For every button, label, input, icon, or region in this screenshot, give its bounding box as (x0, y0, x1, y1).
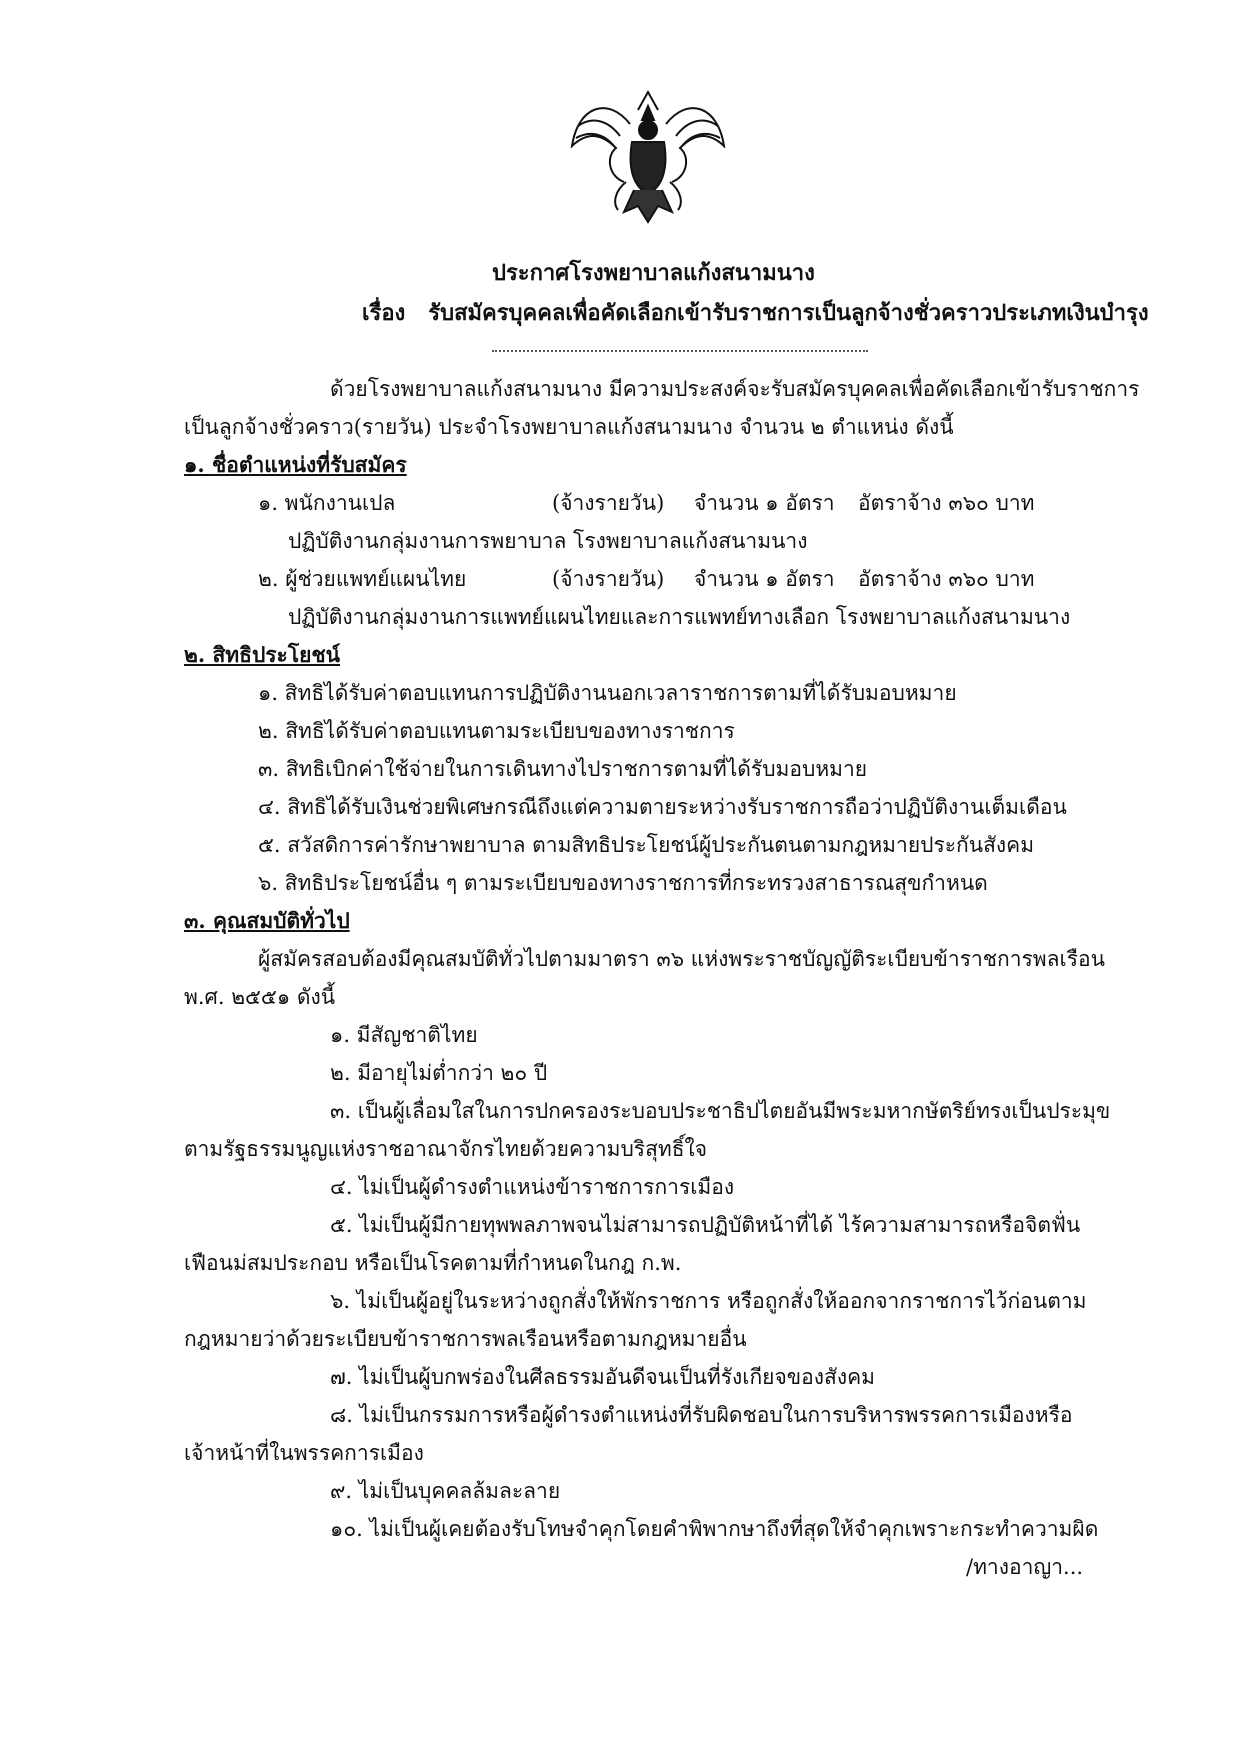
position-name: ๒. ผู้ช่วยแพทย์แผนไทย (258, 567, 467, 591)
qualification-item-cont: ตามรัฐธรรมนูญแห่งราชอาณาจักรไทยด้วยความบริสุทธิ์ใจ (184, 1137, 708, 1161)
position-name: ๑. พนักงานเปล (258, 491, 396, 515)
qualification-item: ๕. ไม่เป็นผู้มีกายทุพพลภาพจนไม่สามารถปฏิบัติหน้าที่ได้ ไร้ความสามารถหรือจิตฟั่น (330, 1213, 1081, 1237)
position-row (258, 564, 1078, 594)
page-title: ประกาศโรงพยาบาลแก้งสนามนาง (492, 260, 815, 286)
section-2-heading: ๒. สิทธิประโยชน์ (184, 642, 341, 667)
position-count: จำนวน ๑ อัตรา (694, 491, 835, 515)
qualification-item: ๔. ไม่เป็นผู้ดำรงตำแหน่งข้าราชการการเมือง (330, 1175, 735, 1199)
section-3-heading: ๓. คุณสมบัติทั่วไป (184, 908, 350, 933)
position-type: (จ้างรายวัน) (552, 491, 665, 515)
qualification-item: ๙. ไม่เป็นบุคคลล้มละลาย (330, 1479, 561, 1503)
subject-label: เรื่อง (362, 300, 406, 326)
divider-dotted (492, 350, 868, 352)
qualification-item-cont: เจ้าหน้าที่ในพรรคการเมือง (184, 1441, 424, 1465)
qualification-item: ๑๐. ไม่เป็นผู้เคยต้องรับโทษจำคุกโดยคำพิพากษาถึงที่สุดให้จำคุกเพราะกระทำความผิด (330, 1517, 1099, 1541)
benefit-item: ๔. สิทธิได้รับเงินช่วยพิเศษกรณีถึงแต่ความตายระหว่างรับราชการถือว่าปฏิบัติงานเต็มเดือน (258, 795, 1067, 819)
position-detail: ปฏิบัติงานกลุ่มงานการแพทย์แผนไทยและการแพทย์ทางเลือก โรงพยาบาลแก้งสนามนาง (288, 605, 1071, 629)
qualification-intro: ผู้สมัครสอบต้องมีคุณสมบัติทั่วไปตามมาตรา ๓๖ แห่งพระราชบัญญัติระเบียบข้าราชการพลเรือน (258, 947, 1105, 971)
benefit-item: ๓. สิทธิเบิกค่าใช้จ่ายในการเดินทางไปราชการตามที่ได้รับมอบหมาย (258, 757, 868, 781)
intro-line-2: เป็นลูกจ้างชั่วคราว(รายวัน) ประจำโรงพยาบาลแก้งสนามนาง จำนวน ๒ ตำแหน่ง ดังนี้ (184, 415, 954, 439)
garuda-emblem-icon (568, 86, 728, 226)
qualification-intro-cont: พ.ศ. ๒๕๕๑ ดังนี้ (184, 985, 336, 1009)
qualification-item: ๗. ไม่เป็นผู้บกพร่องในศีลธรรมอันดีจนเป็นที่รังเกียจของสังคม (330, 1365, 875, 1389)
subject-line (362, 298, 1149, 328)
qualification-item: ๒. มีอายุไม่ต่ำกว่า ๒๐ ปี (330, 1061, 548, 1085)
position-count: จำนวน ๑ อัตรา (694, 567, 835, 591)
qualification-item-cont: กฎหมายว่าด้วยระเบียบข้าราชการพลเรือนหรือตามกฎหมายอื่น (184, 1327, 747, 1351)
position-wage: อัตราจ้าง ๓๖๐ บาท (858, 567, 1035, 591)
qualification-item: ๑. มีสัญชาติไทย (330, 1023, 478, 1047)
qualification-item-cont: เฟือนม่สมประกอบ หรือเป็นโรคตามที่กำหนดในกฎ ก.พ. (184, 1251, 682, 1275)
benefit-item: ๕. สวัสดิการค่ารักษาพยาบาล ตามสิทธิประโยชน์ผู้ประกันตนตามกฎหมายประกันสังคม (258, 833, 1035, 857)
continuation-marker: /ทางอาญา... (966, 1555, 1084, 1579)
subject-text: รับสมัครบุคคลเพื่อคัดเลือกเข้ารับราชการเป็นลูกจ้างชั่วคราวประเภทเงินบำรุง (428, 300, 1149, 326)
intro-line-1: ด้วยโรงพยาบาลแก้งสนามนาง มีความประสงค์จะรับสมัครบุคคลเพื่อคัดเลือกเข้ารับราชการ (330, 377, 1140, 401)
benefit-item: ๒. สิทธิได้รับค่าตอบแทนตามระเบียบของทางราชการ (258, 719, 735, 743)
qualification-item: ๖. ไม่เป็นผู้อยู่ในระหว่างถูกสั่งให้พักราชการ หรือถูกสั่งให้ออกจากราชการไว้ก่อนตาม (330, 1289, 1087, 1313)
position-wage: อัตราจ้าง ๓๖๐ บาท (858, 491, 1035, 515)
position-detail: ปฏิบัติงานกลุ่มงานการพยาบาล โรงพยาบาลแก้งสนามนาง (288, 529, 808, 553)
qualification-item: ๓. เป็นผู้เลื่อมใสในการปกครองระบอบประชาธิปไตยอันมีพระมหากษัตริย์ทรงเป็นประมุข (330, 1099, 1111, 1123)
benefit-item: ๖. สิทธิประโยชน์อื่น ๆ ตามระเบียบของทางราชการที่กระทรวงสาธารณสุขกำหนด (258, 871, 988, 895)
position-row (258, 488, 1078, 518)
position-type: (จ้างรายวัน) (552, 567, 665, 591)
qualification-item: ๘. ไม่เป็นกรรมการหรือผู้ดำรงตำแหน่งที่รับผิดชอบในการบริหารพรรคการเมืองหรือ (330, 1403, 1073, 1427)
section-1-heading: ๑. ชื่อตำแหน่งที่รับสมัคร (184, 452, 407, 477)
benefit-item: ๑. สิทธิได้รับค่าตอบแทนการปฏิบัติงานนอกเวลาราชการตามที่ได้รับมอบหมาย (258, 681, 957, 705)
